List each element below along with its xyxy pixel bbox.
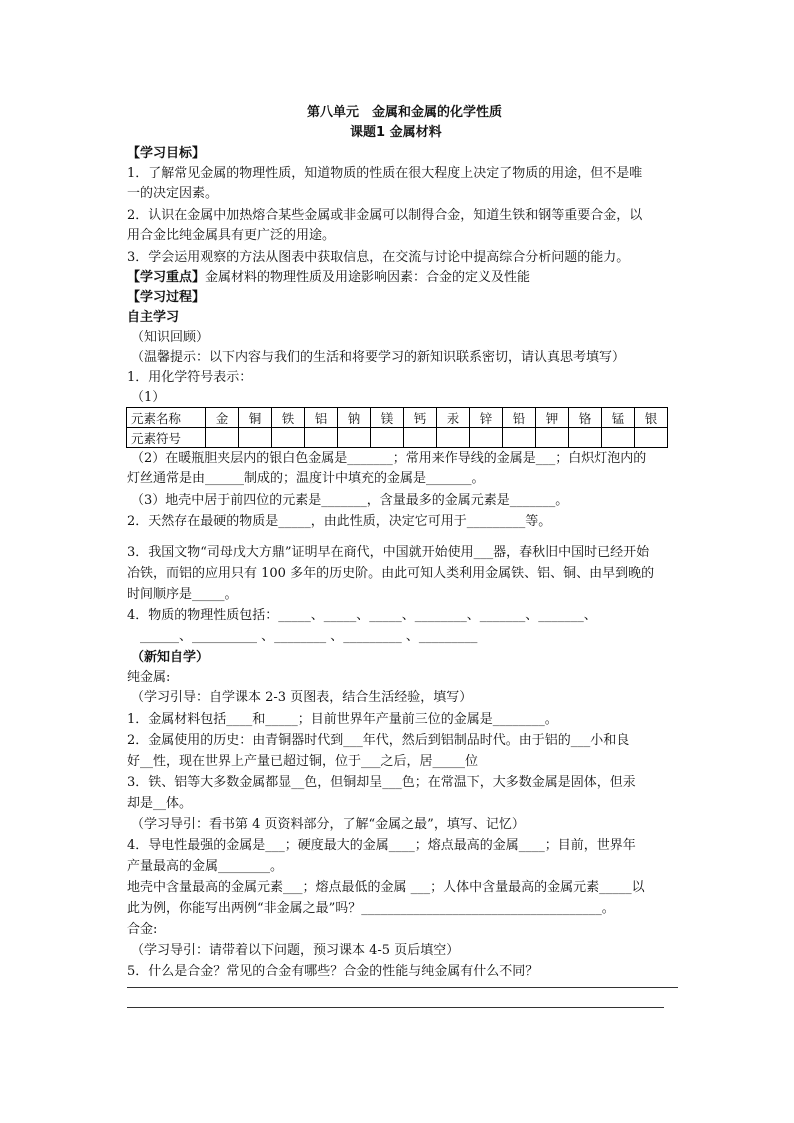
- element-name-cell: 铬: [569, 408, 602, 428]
- symbol-blank-cell[interactable]: [536, 428, 569, 448]
- page-subtitle: 课题1 金属材料: [350, 125, 442, 140]
- self-study-heading: 自主学习: [127, 310, 180, 325]
- row-header: 元素符号: [127, 428, 206, 448]
- pure-metal-label: 纯金属:: [127, 670, 171, 685]
- new-knowledge-heading: （新知自学）: [131, 650, 210, 665]
- new-question-3-cont: 却是__体。: [127, 796, 193, 811]
- symbol-blank-cell[interactable]: [470, 428, 503, 448]
- new-question-1: 1．金属材料包括____和_____；目前世界年产量前三位的金属是________。: [127, 712, 558, 727]
- element-name-cell: 镁: [371, 408, 404, 428]
- goal-line: 1．了解常见金属的物理性质，知道物质的性质在很大程度上决定了物质的用途，但不是唯: [127, 166, 643, 181]
- key-points: [127, 270, 530, 286]
- symbol-blank-cell[interactable]: [272, 428, 305, 448]
- question-3-cont: 冶铁，而铝的应用只有 100 多年的历史阶。由此可知人类利用金属铁、铝、铜、由早到晚的: [127, 566, 655, 581]
- element-name-cell: 钠: [338, 408, 371, 428]
- symbol-blank-cell[interactable]: [371, 428, 404, 448]
- question-3: 3．我国文物“司母戊大方鼎”证明早在商代，中国就开始使用___器，春秋旧中国时已经开始: [127, 545, 650, 560]
- goal-line: 3．学会运用观察的方法从图表中获取信息，在交流与讨论中提高综合分析问题的能力。: [127, 250, 630, 265]
- symbol-blank-cell[interactable]: [503, 428, 536, 448]
- table-row: [127, 428, 668, 448]
- new-question-4-cont: 地壳中含量最高的金属元素___；熔点最低的金属 ___；人体中含量最高的金属元素_____以: [127, 880, 645, 895]
- element-name-cell: 汞: [437, 408, 470, 428]
- new-question-3: 3．铁、铝等大多数金属都显__色，但铜却呈___色；在常温下，大多数金属是固体，但汞: [127, 775, 636, 790]
- symbol-blank-cell[interactable]: [602, 428, 635, 448]
- table-row: [127, 408, 668, 428]
- row-header: 元素名称: [127, 408, 206, 428]
- alloy-label: 合金:: [127, 922, 158, 937]
- symbol-blank-cell[interactable]: [635, 428, 668, 448]
- element-name-cell: 铜: [239, 408, 272, 428]
- element-name-cell: 锌: [470, 408, 503, 428]
- question-4-cont: ______、__________ 、________ 、_________ 、_________: [140, 629, 478, 644]
- goal-line: 2．认识在金属中加热熔合某些金属或非金属可以制得合金，知道生铁和钢等重要合金，以: [127, 208, 643, 223]
- new-question-4: 4．导电性最强的金属是___；硬度最大的金属____；熔点最高的金属____；目前，世界年: [127, 838, 636, 853]
- goal-line: 用合金比纯金属具有更广泛的用途。: [127, 228, 336, 243]
- element-name-cell: 钙: [404, 408, 437, 428]
- question-1-2: （2）在暖瓶胆夹层内的银白色金属是_______；常用来作导线的金属是___；白炽灯泡内的: [131, 451, 647, 466]
- new-question-4-cont: 此为例，你能写出两例“非金属之最”吗？_____________________________________。: [127, 901, 615, 916]
- symbol-blank-cell[interactable]: [239, 428, 272, 448]
- symbol-blank-cell[interactable]: [338, 428, 371, 448]
- element-name-cell: 铝: [305, 408, 338, 428]
- answer-line[interactable]: [127, 1007, 664, 1008]
- new-question-5: 5．什么是合金？常见的合金有哪些？合金的性能与纯金属有什么不同？: [127, 964, 539, 979]
- tip-text: （温馨提示：以下内容与我们的生活和将要学习的新知识联系密切，请认真思考填写）: [131, 350, 626, 365]
- key-text: 金属材料的物理性质及用途影响因素：合金的定义及性能: [205, 270, 531, 285]
- element-name-cell: 银: [635, 408, 668, 428]
- question-1-2-cont: 灯丝通常是由______制成的；温度计中填充的金属是_______。: [127, 471, 485, 486]
- review-label: （知识回顾）: [131, 330, 210, 345]
- guide-text: （学习导引：请带着以下问题，预习课本 4-5 页后填空）: [131, 943, 460, 958]
- element-name-cell: 铅: [503, 408, 536, 428]
- symbol-blank-cell[interactable]: [437, 428, 470, 448]
- goal-line: 一的决定因素。: [127, 186, 219, 201]
- symbol-blank-cell[interactable]: [569, 428, 602, 448]
- answer-line[interactable]: [127, 987, 678, 988]
- element-name-cell: 金: [206, 408, 239, 428]
- goals-heading: 【学习目标】: [127, 146, 206, 161]
- question-2: 2．天然存在最硬的物质是_____，由此性质，决定它可用于_________等。: [127, 514, 552, 529]
- page-title: 第八单元 金属和金属的化学性质: [307, 105, 503, 120]
- element-name-cell: 锰: [602, 408, 635, 428]
- element-table: [126, 407, 668, 448]
- symbol-blank-cell[interactable]: [206, 428, 239, 448]
- guide-text: （学习引导：自学课本 2-3 页图表，结合生活经验，填写）: [131, 690, 473, 705]
- question-1-3: （3）地壳中居于前四位的元素是_______，含量最多的金属元素是_______。: [131, 493, 569, 508]
- question-1: 1．用化学符号表示：: [127, 370, 253, 385]
- question-3-cont: 时间顺序是_____。: [127, 587, 238, 602]
- element-name-cell: 铁: [272, 408, 305, 428]
- symbol-blank-cell[interactable]: [404, 428, 437, 448]
- element-name-cell: 钾: [536, 408, 569, 428]
- new-question-2: 2．金属使用的历史：由青铜器时代到___年代，然后到铝制品时代。由于铝的___小和良: [127, 733, 630, 748]
- symbol-blank-cell[interactable]: [305, 428, 338, 448]
- new-question-4-cont: 产量最高的金属________。: [127, 859, 284, 874]
- question-1-1: （1）: [131, 390, 166, 405]
- process-heading: 【学习过程】: [127, 290, 206, 305]
- key-heading: 【学习重点】: [127, 270, 206, 285]
- guide-text: （学习导引：看书第 4 页资料部分，了解“金属之最”，填写、记忆）: [131, 817, 525, 832]
- question-4: 4．物质的物理性质包括：_____、_____、_____、________、_______、_______、: [127, 608, 597, 623]
- new-question-2-cont: 好__性，现在世界上产量已超过铜，位于___之后，居_____位: [127, 754, 479, 769]
